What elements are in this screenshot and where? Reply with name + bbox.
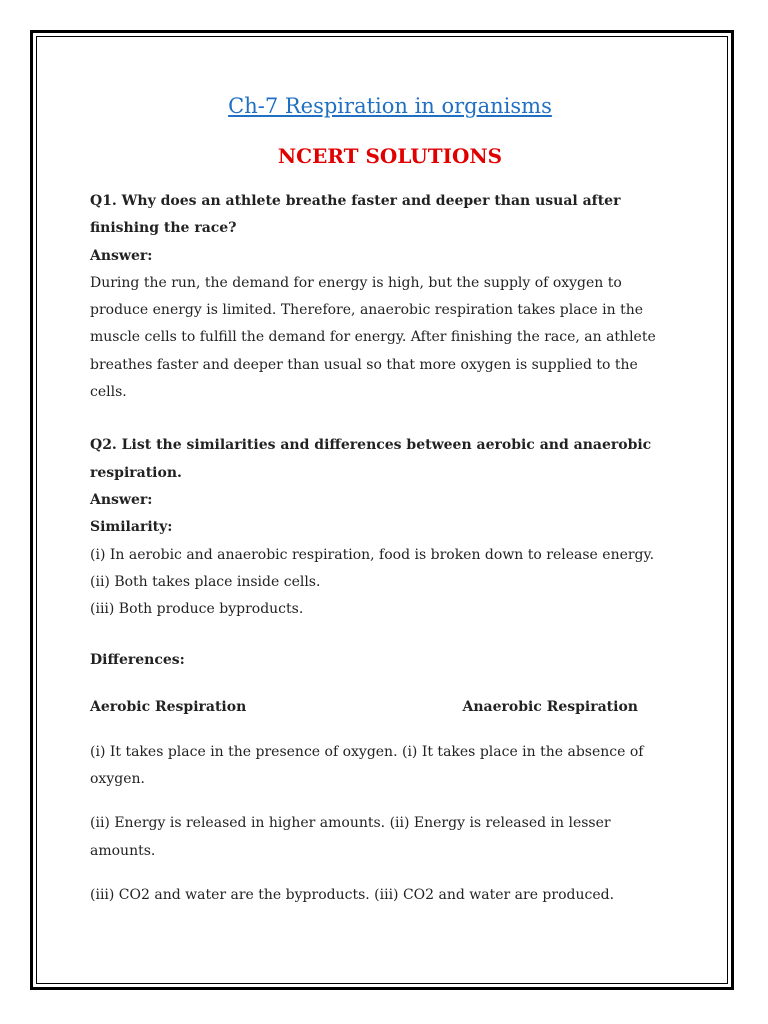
page-title: Ch-7 Respiration in organisms [228,94,552,118]
answer-1-line: During the run, the demand for energy is high, but the supply of oxygen to [90,274,622,291]
answer-2-label: Answer: [90,491,153,508]
document-content [90,88,690,909]
similarity-item: (iii) Both produce byproducts. [90,601,304,618]
answer-1-line: produce energy is limited. Therefore, anaerobic respiration takes place in the [90,302,644,319]
difference-line: (i) It takes place in the presence of oxygen. (i) It takes place in the absence of [90,743,644,760]
similarity-label: Similarity: [90,519,173,536]
answer-1-label: Answer: [90,247,153,264]
question-1-line-2: finishing the race? [90,220,237,237]
similarity-item: (ii) Both takes place inside cells. [90,573,321,590]
anaerobic-column-heading: Anaerobic Respiration [462,698,638,715]
question-2-line-1: Q2. List the similarities and differences between aerobic and anaerobic [90,437,652,454]
answer-1-line: muscle cells to fulfill the demand for energy. After finishing the race, an athlete [90,329,656,346]
similarity-item: (i) In aerobic and anaerobic respiration, food is broken down to release energy. [90,546,655,563]
page-subtitle: NCERT SOLUTIONS [277,144,503,168]
difference-line: (iii) CO2 and water are the byproducts. (iii) CO2 and water are produced. [90,886,615,903]
difference-row-2 [90,810,690,865]
differences-header [90,694,690,721]
differences-label: Differences: [90,652,185,669]
answer-1-line: cells. [90,384,127,401]
difference-line: amounts. [90,842,156,859]
aerobic-column-heading: Aerobic Respiration [90,698,247,715]
difference-line: oxygen. [90,771,145,788]
question-2-block [90,432,690,909]
answer-1-line: breathes faster and deeper than usual so that more oxygen is supplied to the [90,356,638,373]
question-2-line-2: respiration. [90,464,182,481]
difference-row-1 [90,739,690,794]
difference-line: (ii) Energy is released in higher amounts. (ii) Energy is released in lesser [90,815,611,832]
question-1-block [90,188,690,406]
question-1-line-1: Q1. Why does an athlete breathe faster and deeper than usual after [90,193,621,209]
difference-row-3 [90,882,690,909]
